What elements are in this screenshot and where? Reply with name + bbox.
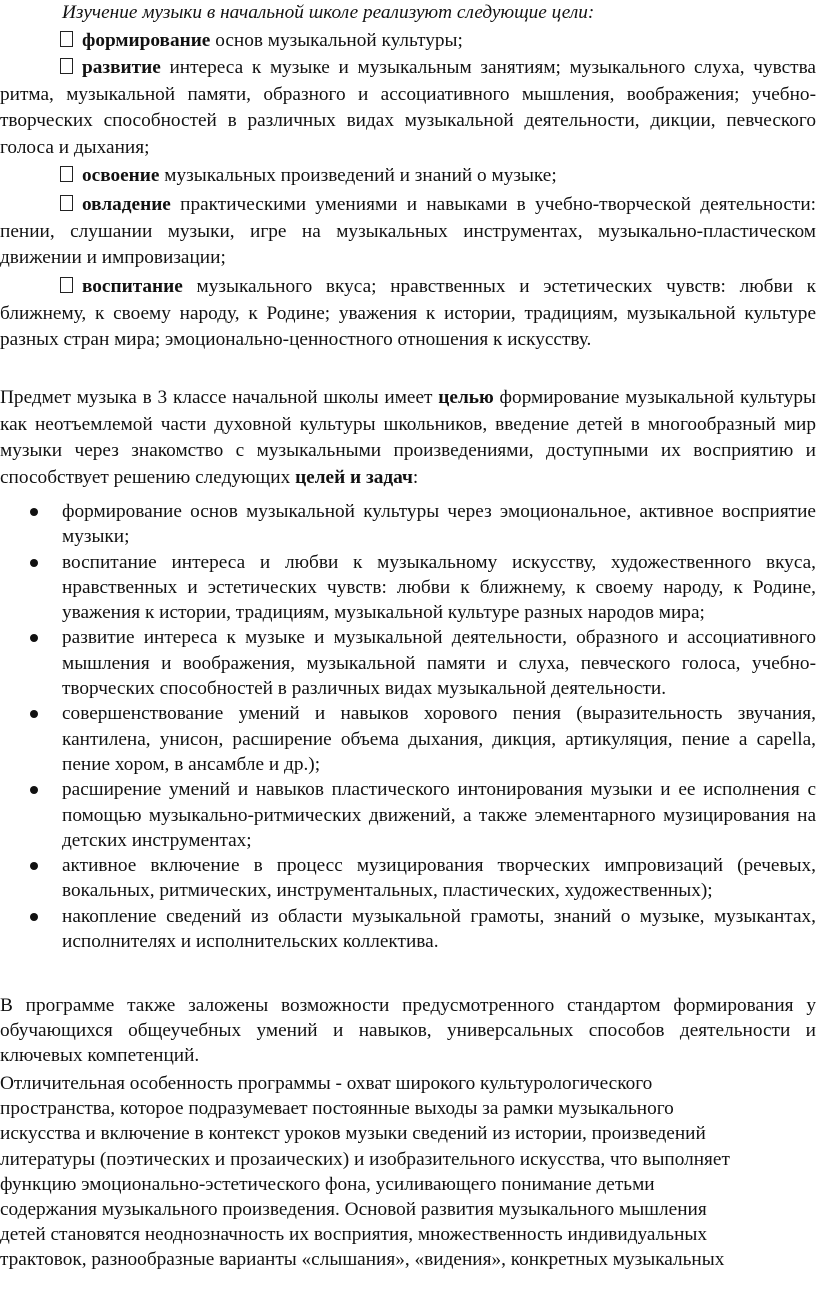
bullet-icon [30, 710, 38, 718]
feature-line: функцию эмоционально-эстетического фона, усиливающего понимание детьми [0, 1173, 655, 1195]
list-item: формирование основ музыкальной культуры через эмоциональное, активное восприятие музыки; [0, 499, 816, 550]
list-item: развитие интереса к музыке и музыкальной деятельности, образного и ассоциативного мышления и воображения, музыкальной памяти и слуха, певческого голоса, учебно-творческих способностей в различных видах музыкальной деятельности. [0, 625, 816, 701]
checkbox-bullet-icon [60, 166, 73, 182]
program-paragraph: В программе также заложены возможности предусмотренного стандартом формирования у обучающихся общеучебных умений и навыков, универсальных способов деятельности и ключевых компетенций. [0, 995, 816, 1066]
bullet-icon [30, 508, 38, 516]
goal-item: воспитание музыкального вкуса; нравственных и эстетических чувств: любви к ближнему, к своему народу, к Родине; уважения к истории, традициям, музыкальной культуре разных стран мира; эмоционально-ценностного отношения к искусству. [0, 276, 816, 350]
goal-item: освоение музыкальных произведений и знаний о музыке; [0, 163, 816, 190]
feature-line: литературы (поэтических и прозаических) и изобразительного искусства, что выполняет [0, 1148, 730, 1170]
bullet-icon [30, 913, 38, 921]
feature-line: трактовок, разнообразные варианты «слышания», «видения», конкретных музыкальных [0, 1249, 725, 1271]
bullet-icon [30, 786, 38, 794]
list-item: активное включение в процесс музицирования творческих импровизаций (речевых, вокальных, ритмических, инструментальных, пластических, художественных); [0, 853, 816, 904]
goals-heading: Изучение музыки в начальной школе реализуют следующие цели: [62, 2, 595, 23]
bullet-icon [30, 634, 38, 642]
tasks-list [0, 499, 816, 954]
feature-line: Отличительная особенность программы - охват широкого культурологического [0, 1073, 653, 1094]
list-item: воспитание интереса и любви к музыкальному искусству, художественного вкуса, нравственных и эстетических чувств: любви к ближнему, к своему народу, к Родине, уважения к истории, традициям, музыкальной культуре разных народов мира; [0, 550, 816, 626]
goal-item: развитие интереса к музыке и музыкальным занятиям; музыкального слуха, чувства ритма, музыкальной памяти, образного и ассоциативного мышления, воображения; учебно-творческих способностей в различных видах музыкальной деятельности, дикции, певческого голоса и дыхания; [0, 57, 816, 158]
bullet-icon [30, 559, 38, 567]
subject-paragraph: Предмет музыка в 3 классе начальной школы имеет целью формирование музыкальной культуры как неотъемлемой части духовной культуры школьников, введение детей в многообразный мир музыки через знакомство с музыкальными произведениями, доступными их восприятию и способствует решению следующих целей и задач: [0, 387, 816, 488]
checkbox-bullet-icon [60, 58, 73, 74]
list-item: накопление сведений из области музыкальной грамоты, знаний о музыке, музыкантах, исполнителях и исполнительских коллектива. [0, 904, 816, 955]
checkbox-bullet-icon [60, 277, 73, 293]
list-item: расширение умений и навыков пластического интонирования музыки и ее исполнения с помощью музыкально-ритмических движений, а также элементарного музицирования на детских инструментах; [0, 777, 816, 853]
list-item: совершенствование умений и навыков хорового пения (выразительность звучания, кантилена, унисон, расширение объема дыхания, дикция, артикуляция, пение а capella, пение хором, в ансамбле и др.); [0, 701, 816, 777]
checkbox-bullet-icon [60, 31, 73, 47]
feature-line: детей становятся неоднозначность их восприятия, множественность индивидуальных [0, 1224, 707, 1246]
checkbox-bullet-icon [60, 195, 73, 211]
bullet-icon [30, 862, 38, 870]
feature-paragraph [0, 1071, 816, 1273]
feature-line: искусства и включение в контекст уроков музыки сведений из истории, произведений [0, 1123, 706, 1145]
feature-line: пространства, которое подразумевает постоянные выходы за рамки музыкального [0, 1098, 674, 1120]
feature-line: содержания музыкального произведения. Основой развития музыкального мышления [0, 1199, 707, 1221]
goal-item: овладение практическими умениями и навыками в учебно-творческой деятельности: пении, слушании музыки, игре на музыкальных инструментах, музыкально-пластическом движении и импровизации; [0, 194, 816, 268]
goal-item: формирование основ музыкальной культуры; [0, 28, 816, 55]
